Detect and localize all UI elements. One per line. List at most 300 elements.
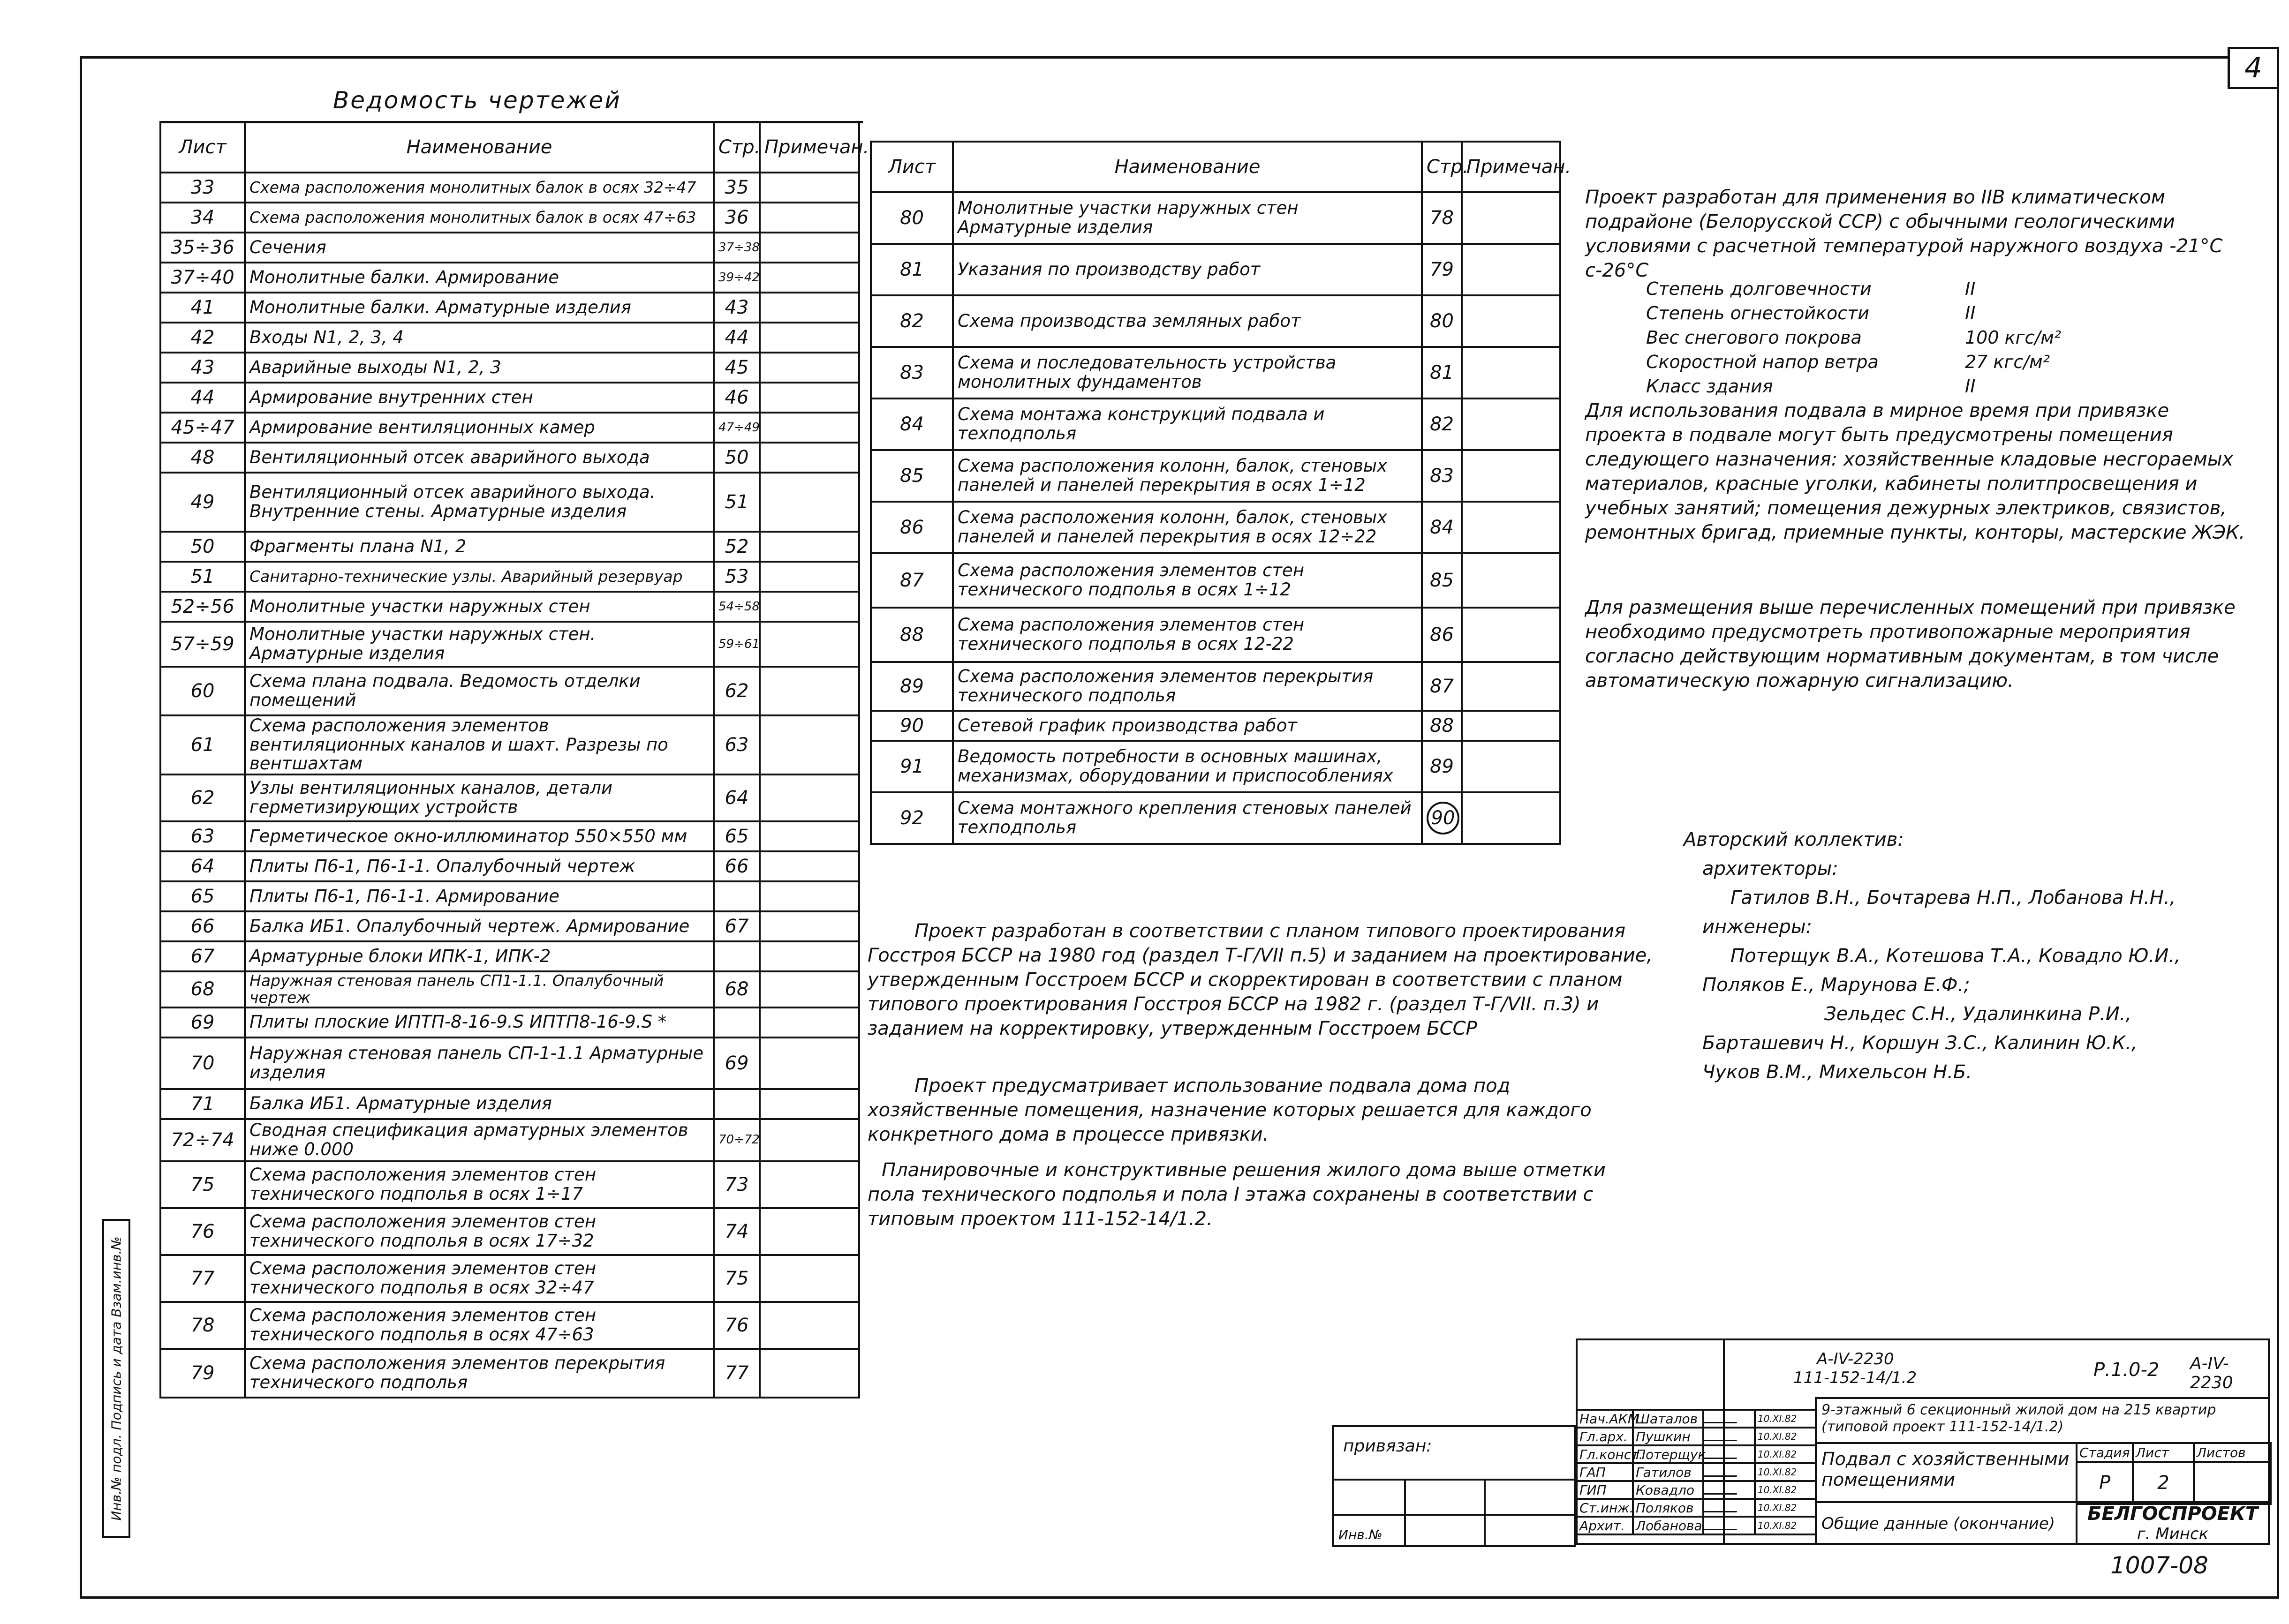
row-page: 47÷49	[714, 413, 760, 443]
role: Гл.конст.	[1577, 1445, 1633, 1463]
side-stamp-text: Инв.№ подл. Подпись и дата Взам.инв.№	[108, 1236, 124, 1521]
row-note	[760, 383, 859, 413]
row-note	[1462, 244, 1560, 295]
table-row	[160, 383, 859, 413]
table-row	[160, 473, 859, 532]
row-sheet: 82	[871, 295, 953, 347]
sheet-label: Лист	[2133, 1443, 2194, 1462]
row-sheet: 48	[160, 443, 245, 473]
row-page: 51	[714, 473, 760, 532]
row-name: Вентиляционный отсек аварийного выхода	[245, 443, 714, 473]
table-row	[160, 881, 859, 911]
row-note	[760, 173, 859, 203]
row-note	[760, 353, 859, 383]
table-row	[160, 941, 859, 971]
row-note	[760, 851, 859, 881]
row-page: 86	[1422, 608, 1462, 662]
col-note: Примечан.	[1462, 142, 1560, 192]
table-row	[871, 553, 1560, 608]
row-name: Монолитные балки. Арматурные изделия	[245, 293, 714, 323]
param-row	[1646, 374, 2061, 398]
row-sheet: 65	[160, 881, 245, 911]
row-name: Фрагменты плана N1, 2	[245, 532, 714, 562]
signer-name: Потерщук	[1633, 1445, 1703, 1463]
table-row	[160, 203, 859, 233]
row-page: 54÷58	[714, 592, 760, 622]
col-page: Стр.	[1422, 142, 1462, 192]
sign-date: 10.XI.82	[1755, 1463, 1816, 1481]
row-name: Схема расположения монолитных балок в осях 32÷47	[245, 173, 714, 203]
row-name: Санитарно-технические узлы. Аварийный резервуар	[245, 562, 714, 592]
signature-mark	[1704, 1518, 1741, 1530]
signer-name: Пушкин	[1633, 1428, 1703, 1445]
table-row	[160, 1161, 859, 1208]
col-name: Наименование	[953, 142, 1422, 192]
table-row	[160, 971, 859, 1007]
signer-name: Лобанова	[1633, 1517, 1703, 1534]
row-sheet: 80	[871, 192, 953, 244]
table-row	[871, 192, 1560, 244]
row-note	[760, 263, 859, 293]
row-name: Узлы вентиляционных каналов, детали герметизирующих устройств	[245, 774, 714, 821]
drawing-register-left	[159, 121, 869, 1398]
row-name: Балка ИБ1. Опалубочный чертеж. Армирование	[245, 911, 714, 941]
table-row	[160, 1089, 859, 1119]
param-value: II	[1965, 376, 1976, 397]
main-paragraph-3: Планировочные и конструктивные решения жилого дома выше отметки пола технического подполья и пола I этажа сохранены в соответствии с типовым проектом 111-152-14/1.2.	[868, 1159, 1606, 1230]
role: Ст.инж.	[1577, 1499, 1633, 1517]
row-sheet: 76	[160, 1208, 245, 1255]
param-value: 100 кгс/м²	[1965, 327, 2062, 348]
row-note	[1462, 792, 1560, 844]
table-row	[871, 608, 1560, 662]
table-row	[160, 1255, 859, 1302]
signature-row	[1577, 1445, 1816, 1463]
row-note	[760, 971, 859, 1007]
row-note	[1462, 398, 1560, 450]
row-note	[760, 667, 859, 715]
row-page: 84	[1422, 502, 1462, 553]
signature-mark	[1704, 1482, 1741, 1495]
row-page: 75	[714, 1255, 760, 1302]
param-value: II	[1965, 278, 1976, 299]
row-page: 46	[714, 383, 760, 413]
engineers-line-2: Поляков Е., Марунова Е.Ф.;	[1702, 974, 1970, 996]
organization-city: г. Минск	[2137, 1525, 2209, 1543]
row-name: Схема монтажного крепления стеновых панелей техподполья	[953, 792, 1422, 844]
row-note	[760, 1255, 859, 1302]
row-page	[714, 941, 760, 971]
stage-label: Стадия	[2077, 1443, 2133, 1462]
row-sheet: 75	[160, 1161, 245, 1208]
row-sheet: 33	[160, 173, 245, 203]
signer-name: Шаталов	[1633, 1410, 1703, 1428]
row-page: 68	[714, 971, 760, 1007]
table-row	[160, 1119, 859, 1161]
param-row	[1646, 325, 2061, 350]
row-note	[760, 562, 859, 592]
row-page: 88	[1422, 711, 1462, 741]
row-name: Плиты П6-1, П6-1-1. Опалубочный чертеж	[245, 851, 714, 881]
row-name: Монолитные балки. Армирование	[245, 263, 714, 293]
grid-line	[1404, 1479, 1406, 1545]
row-note	[760, 323, 859, 353]
row-name: Арматурные блоки ИПК-1, ИПК-2	[245, 941, 714, 971]
signature-row	[1577, 1499, 1816, 1517]
table-row	[871, 398, 1560, 450]
row-sheet: 81	[871, 244, 953, 295]
row-page: 45	[714, 353, 760, 383]
row-note	[760, 1208, 859, 1255]
row-name: Схема расположения колонн, балок, стеновых панелей и панелей перекрытия в осях 1÷12	[953, 450, 1422, 502]
side-stamp	[102, 1219, 130, 1538]
signature	[1703, 1410, 1755, 1428]
row-note	[760, 911, 859, 941]
design-parameters	[1646, 277, 2061, 398]
inventory-label: Инв.№	[1338, 1527, 1382, 1542]
row-note	[1462, 295, 1560, 347]
row-sheet: 57÷59	[160, 622, 245, 667]
document-name: Общие данные (окончание)	[1815, 1501, 2077, 1545]
row-sheet: 64	[160, 851, 245, 881]
row-sheet: 52÷56	[160, 592, 245, 622]
row-note	[760, 443, 859, 473]
table-row	[160, 1007, 859, 1038]
row-name: Наружная стеновая панель СП-1-1.1 Арматурные изделия	[245, 1038, 714, 1089]
table-row	[160, 821, 859, 851]
row-sheet: 91	[871, 741, 953, 792]
row-sheet: 68	[160, 971, 245, 1007]
signature-row	[1577, 1463, 1816, 1481]
signature-mark	[1704, 1446, 1741, 1459]
row-page	[714, 881, 760, 911]
row-page: 36	[714, 203, 760, 233]
param-value: 27 кгс/м²	[1965, 352, 2050, 372]
grid-line	[1334, 1514, 1574, 1516]
row-note	[760, 941, 859, 971]
row-page: 78	[1422, 192, 1462, 244]
row-page: 67	[714, 911, 760, 941]
row-page: 79	[1422, 244, 1462, 295]
row-note	[1462, 347, 1560, 398]
signature	[1703, 1445, 1755, 1463]
table-row	[871, 662, 1560, 711]
binding-label: привязан:	[1343, 1436, 1432, 1456]
row-sheet: 72÷74	[160, 1119, 245, 1161]
row-name: Схема расположения элементов вентиляционных каналов и шахт. Разрезы по вентшахтам	[245, 715, 714, 774]
table-row	[160, 532, 859, 562]
row-name: Герметическое окно-иллюминатор 550×550 мм	[245, 821, 714, 851]
sign-date: 10.XI.82	[1755, 1499, 1816, 1517]
row-name: Сечения	[245, 233, 714, 263]
row-name: Плиты П6-1, П6-1-1. Армирование	[245, 881, 714, 911]
param-row	[1646, 350, 2061, 374]
sheet-value: 2	[2133, 1462, 2194, 1504]
row-sheet: 41	[160, 293, 245, 323]
param-value: II	[1965, 303, 1976, 323]
table-row	[160, 1349, 859, 1398]
col-sheet: Лист	[871, 142, 953, 192]
row-sheet: 90	[871, 711, 953, 741]
row-name: Схема плана подвала. Ведомость отделки помещений	[245, 667, 714, 715]
table-row	[160, 622, 859, 667]
row-name: Армирование внутренних стен	[245, 383, 714, 413]
code-primary: А-IV-2230	[2190, 1354, 2233, 1392]
row-note	[760, 774, 859, 821]
row-page: 85	[1422, 553, 1462, 608]
grid-line	[1484, 1479, 1486, 1545]
row-note	[1462, 450, 1560, 502]
row-page: 73	[714, 1161, 760, 1208]
row-page: 64	[714, 774, 760, 821]
row-note	[760, 821, 859, 851]
row-page: 87	[1422, 662, 1462, 711]
row-note	[760, 1089, 859, 1119]
table-row	[160, 1038, 859, 1089]
row-sheet: 45÷47	[160, 413, 245, 443]
row-note	[760, 1349, 859, 1398]
row-sheet: 77	[160, 1255, 245, 1302]
row-page	[714, 1007, 760, 1038]
row-name: Схема расположения колонн, балок, стеновых панелей и панелей перекрытия в осях 12÷22	[953, 502, 1422, 553]
signer-name: Гатилов	[1633, 1463, 1703, 1481]
row-sheet: 79	[160, 1349, 245, 1398]
signature	[1703, 1481, 1755, 1499]
table-row	[160, 667, 859, 715]
row-note	[760, 881, 859, 911]
row-page: 62	[714, 667, 760, 715]
table-row	[160, 851, 859, 881]
table-row	[160, 911, 859, 941]
row-sheet: 88	[871, 608, 953, 662]
sheet-number: 4	[2228, 47, 2279, 89]
row-note	[760, 473, 859, 532]
row-name: Наружная стеновая панель СП1-1.1. Опалубочный чертеж	[245, 971, 714, 1007]
signature-mark	[1704, 1429, 1741, 1441]
row-page: 80	[1422, 295, 1462, 347]
signature-mark	[1704, 1500, 1741, 1512]
engineers-line-5: Чуков В.М., Михельсон Н.Б.	[1702, 1061, 1972, 1083]
binding-block	[1332, 1425, 1576, 1547]
role: Гл.арх.	[1577, 1428, 1633, 1445]
row-page: 53	[714, 562, 760, 592]
row-page: 35	[714, 173, 760, 203]
row-page: 74	[714, 1208, 760, 1255]
row-name: Ведомость потребности в основных машинах, механизмах, оборудовании и приспособлениях	[953, 741, 1422, 792]
row-name: Балка ИБ1. Арматурные изделия	[245, 1089, 714, 1119]
row-name: Схема расположения монолитных балок в осях 47÷63	[245, 203, 714, 233]
signature-row	[1577, 1428, 1816, 1445]
row-name: Плиты плоские ИПТП-8-16-9.S ИПТП8-16-9.S *	[245, 1007, 714, 1038]
row-sheet: 86	[871, 502, 953, 553]
sign-date: 10.XI.82	[1755, 1428, 1816, 1445]
row-sheet: 69	[160, 1007, 245, 1038]
table-row	[871, 295, 1560, 347]
table-row	[871, 741, 1560, 792]
table-row	[160, 233, 859, 263]
param-row	[1646, 277, 2061, 301]
tb-code-2: 111-152-14/1.2	[1793, 1368, 1917, 1387]
circled-page: 90	[1427, 802, 1459, 835]
engineers-line-1: Потерщук В.А., Котешова Т.А., Ковадло Ю.И.,	[1730, 945, 2181, 967]
signer-name: Поляков	[1633, 1499, 1703, 1517]
row-name: Схема расположения элементов стен технического подполья в осях 17÷32	[245, 1208, 714, 1255]
row-page: 89	[1422, 741, 1462, 792]
signature-mark	[1704, 1411, 1741, 1423]
table-row	[871, 347, 1560, 398]
signer-name: Ковадло	[1633, 1481, 1703, 1499]
row-note	[1462, 502, 1560, 553]
row-name: Сводная спецификация арматурных элементов ниже 0.000	[245, 1119, 714, 1161]
table-row	[160, 592, 859, 622]
basement-note: Для использования подвала в мирное время при привязке проекта в подвале могут быть предусмотрены помещения следующего назначения: хозяйственные кладовые несгораемых материалов, красные уголки, кабинеты политпросвещения и учебных занятий; помещения дежурных электриков, связистов, ремонтных бригад, приемные пункты, конторы, мастерские ЖЭК.	[1585, 400, 2245, 543]
stage-value: Р	[2077, 1462, 2133, 1504]
organization: БЕЛГОСПРОЕКТ	[2087, 1503, 2258, 1525]
signature-row	[1577, 1481, 1816, 1499]
row-sheet: 84	[871, 398, 953, 450]
row-name: Сетевой график производства работ	[953, 711, 1422, 741]
row-page: 63	[714, 715, 760, 774]
authors-title: Авторский коллектив:	[1684, 829, 1904, 850]
row-sheet: 78	[160, 1302, 245, 1349]
architects-label: архитекторы:	[1702, 858, 1838, 880]
row-sheet: 37÷40	[160, 263, 245, 293]
row-name: Схема монтажа конструкций подвала и техподполья	[953, 398, 1422, 450]
register-title: Ведомость чертежей	[333, 87, 621, 114]
row-page: 65	[714, 821, 760, 851]
row-name: Схема расположения элементов стен технического подполья в осях 47÷63	[245, 1302, 714, 1349]
row-name: Аварийные выходы N1, 2, 3	[245, 353, 714, 383]
table-row	[160, 1302, 859, 1349]
row-note	[760, 715, 859, 774]
row-note	[760, 1007, 859, 1038]
row-page: 76	[714, 1302, 760, 1349]
row-name: Схема расположения элементов стен технического подполья в осях 1÷12	[953, 553, 1422, 608]
role: ГИП	[1577, 1481, 1633, 1499]
sheet-name: Подвал с хозяйственными помещениями	[1815, 1442, 2077, 1503]
signature-row	[1577, 1517, 1816, 1534]
sheets-label: Листов	[2194, 1443, 2271, 1462]
row-sheet: 92	[871, 792, 953, 844]
table-row	[160, 774, 859, 821]
sign-date: 10.XI.82	[1755, 1445, 1816, 1463]
role: Нач.АКМ	[1577, 1410, 1633, 1428]
row-note	[760, 532, 859, 562]
row-name: Схема и последовательность устройства монолитных фундаментов	[953, 347, 1422, 398]
table-row	[160, 323, 859, 353]
engineers-label: инженеры:	[1702, 916, 1813, 938]
table-row	[160, 353, 859, 383]
row-page: 50	[714, 443, 760, 473]
row-note	[760, 1302, 859, 1349]
row-name: Схема производства земляных работ	[953, 295, 1422, 347]
project-note: Проект разработан для применения во IIВ климатическом подрайоне (Белорусской ССР) с обычными геологическими условиями с расчетной температурой наружного воздуха -21°С с-26°С	[1585, 187, 2223, 281]
signature	[1703, 1463, 1755, 1481]
main-paragraph-1: Проект разработан в соответствии с планом типового проектирования Госстроя БССР на 1980 год (раздел Т-Г/VII п.5) и заданием на проектирование, утвержденным Госстроем БССР и скорректирован в соответствии с планом типового проектирования Госстроя БССР на 1982 г. (раздел Т-Г/VII. п.3) и заданием на корректировку, утвержденным Госстроем БССР	[868, 920, 1653, 1039]
row-name: Входы N1, 2, 3, 4	[245, 323, 714, 353]
row-page: 39÷42	[714, 263, 760, 293]
row-name: Армирование вентиляционных камер	[245, 413, 714, 443]
signature	[1703, 1499, 1755, 1517]
archive-number: 1007-08	[2110, 1552, 2208, 1579]
organization-block	[2076, 1501, 2270, 1545]
row-note	[760, 233, 859, 263]
row-sheet: 62	[160, 774, 245, 821]
row-note	[760, 592, 859, 622]
signature	[1703, 1517, 1755, 1534]
row-page: 83	[1422, 450, 1462, 502]
row-sheet: 71	[160, 1089, 245, 1119]
sheets-value	[2194, 1462, 2271, 1504]
table-row	[871, 711, 1560, 741]
row-note	[760, 1119, 859, 1161]
row-name: Схема расположения элементов перекрытия технического подполья	[245, 1349, 714, 1398]
row-name: Монолитные участки наружных стен Арматурные изделия	[953, 192, 1422, 244]
row-note	[1462, 741, 1560, 792]
row-page: 43	[714, 293, 760, 323]
table-row	[871, 244, 1560, 295]
signature-mark	[1704, 1464, 1741, 1477]
row-sheet: 67	[160, 941, 245, 971]
row-sheet: 49	[160, 473, 245, 532]
table-row	[160, 562, 859, 592]
row-note	[1462, 553, 1560, 608]
object-name: 9-этажный 6 секционный жилой дом на 215 квартир (типовой проект 111-152-14/1.2)	[1815, 1397, 2270, 1444]
row-page: 77	[714, 1349, 760, 1398]
signature	[1703, 1428, 1755, 1445]
param-key: Скоростной напор ветра	[1646, 352, 1879, 372]
col-page: Стр.	[714, 122, 760, 173]
table-row	[871, 450, 1560, 502]
table-row	[160, 715, 859, 774]
row-sheet: 35÷36	[160, 233, 245, 263]
col-name: Наименование	[245, 122, 714, 173]
row-sheet: 50	[160, 532, 245, 562]
param-key: Степень долговечности	[1646, 278, 1872, 299]
row-name: Схема расположения элементов стен технического подполья в осях 32÷47	[245, 1255, 714, 1302]
row-note	[760, 413, 859, 443]
stage-table	[2076, 1442, 2272, 1505]
signature-row	[1577, 1410, 1816, 1428]
row-page: 37÷38	[714, 233, 760, 263]
engineers-line-3: Зельдес С.Н., Удалинкина Р.И.,	[1824, 1003, 2132, 1025]
main-paragraph-2: Проект предусматривает использование подвала дома под хозяйственные помещения, назначение которых решается для каждого конкретного дома в процессе привязки.	[868, 1075, 1592, 1145]
row-name: Схема расположения элементов стен технического подполья в осях 1÷17	[245, 1161, 714, 1208]
row-name: Схема расположения элементов стен технического подполья в осях 12-22	[953, 608, 1422, 662]
role: ГАП	[1577, 1463, 1633, 1481]
row-page: 81	[1422, 347, 1462, 398]
row-name: Монолитные участки наружных стен. Арматурные изделия	[245, 622, 714, 667]
param-key: Вес снегового покрова	[1646, 327, 1862, 348]
row-page: 66	[714, 851, 760, 881]
engineers-line-4: Барташевич Н., Коршун З.С., Калинин Ю.К.,	[1702, 1032, 2138, 1054]
row-note	[760, 1038, 859, 1089]
col-sheet: Лист	[160, 122, 245, 173]
tb-code-1: А-IV-2230	[1817, 1350, 1894, 1368]
row-sheet: 42	[160, 323, 245, 353]
table-row	[160, 1208, 859, 1255]
row-page	[714, 1089, 760, 1119]
row-page: 52	[714, 532, 760, 562]
row-page: 70÷72	[714, 1119, 760, 1161]
table-row	[160, 443, 859, 473]
param-row	[1646, 301, 2061, 325]
row-page: 59÷61	[714, 622, 760, 667]
row-sheet: 66	[160, 911, 245, 941]
architects-list: Гатилов В.Н., Бочтарева Н.П., Лобанова Н.Н.,	[1730, 887, 2176, 909]
row-name: Вентиляционный отсек аварийного выхода. Внутренние стены. Арматурные изделия	[245, 473, 714, 532]
role: Архит.	[1577, 1517, 1633, 1534]
